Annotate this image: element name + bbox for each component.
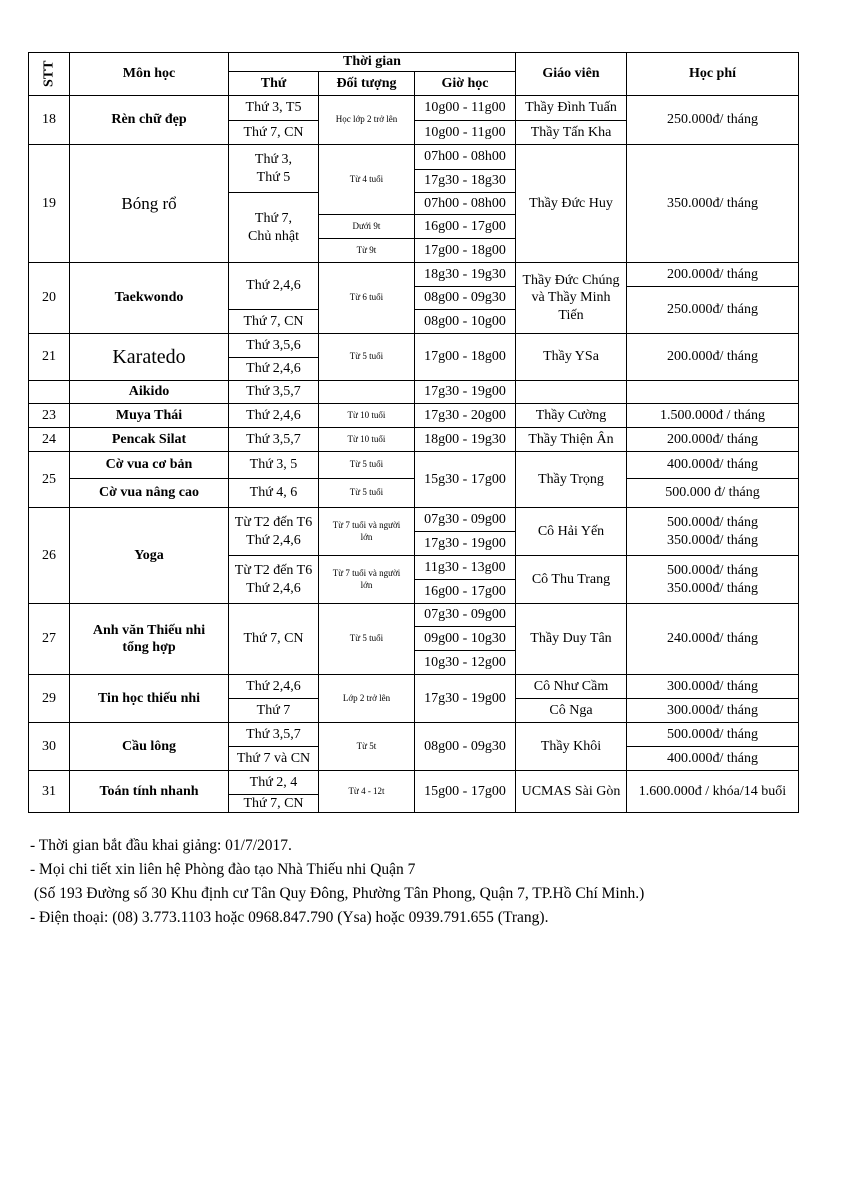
row-stt: 19 (28, 144, 70, 263)
teacher-cell: Thầy Khôi (515, 722, 627, 771)
header-thoi-gian: Thời gian (228, 52, 516, 72)
audience-cell: Từ 5 tuổi (318, 603, 415, 675)
time-cell: 16g00 - 17g00 (414, 214, 516, 239)
day-cell: Thứ 3,5,7 (228, 427, 319, 452)
time-cell: 17g00 - 18g00 (414, 333, 516, 381)
audience-cell: Từ 4 - 12t (318, 770, 415, 813)
course-name: Cầu lông (69, 722, 229, 771)
time-cell: 07g30 - 09g00 (414, 603, 516, 627)
day-cell: Thứ 3, 5 (228, 451, 319, 479)
fee-cell: 250.000đ/ tháng (626, 95, 799, 145)
row-stt (28, 380, 70, 404)
course-name: Cờ vua nâng cao (69, 478, 229, 508)
course-name: Muya Thái (69, 403, 229, 428)
row-stt: 20 (28, 262, 70, 334)
fee-cell: 400.000đ/ tháng (626, 746, 799, 771)
fee-cell: 500.000đ/ tháng (626, 722, 799, 747)
time-cell: 09g00 - 10g30 (414, 626, 516, 651)
day-cell: Thứ 7, Chủ nhật (228, 192, 319, 263)
day-cell: Thứ 3,5,7 (228, 722, 319, 747)
day-cell: Thứ 7, CN (228, 794, 319, 813)
day-cell: Thứ 2,4,6 (228, 262, 319, 310)
day-cell: Thứ 2,4,6 (228, 357, 319, 381)
teacher-cell: Cô Thu Trang (515, 555, 627, 604)
time-cell: 10g30 - 12g00 (414, 650, 516, 675)
row-stt: 29 (28, 674, 70, 723)
teacher-cell: Thầy YSa (515, 333, 627, 381)
audience-cell: Từ 5t (318, 722, 415, 771)
fee-cell: 200.000đ/ tháng (626, 427, 799, 452)
time-cell: 07g30 - 09g00 (414, 507, 516, 532)
day-cell: Thứ 2, 4 (228, 770, 319, 795)
fee-cell: 400.000đ/ tháng (626, 451, 799, 479)
day-cell: Thứ 2,4,6 (228, 403, 319, 428)
fee-cell: 350.000đ/ tháng (626, 144, 799, 263)
time-cell: 15g30 - 17g00 (414, 451, 516, 508)
day-cell: Thứ 4, 6 (228, 478, 319, 508)
day-cell: Thứ 3, T5 (228, 95, 319, 121)
fee-cell: 300.000đ/ tháng (626, 698, 799, 723)
course-name: Tin học thiếu nhi (69, 674, 229, 723)
fee-cell: 500.000đ/ tháng 350.000đ/ tháng (626, 507, 799, 556)
note-phone: - Điện thoại: (08) 3.773.1103 hoặc 0968.847.790 (Ysa) hoặc 0939.791.655 (Trang). (30, 909, 549, 926)
notes (30, 834, 810, 930)
note-start-date: - Thời gian bắt đầu khai giảng: 01/7/2017. (30, 837, 292, 854)
course-name: Cờ vua cơ bản (69, 451, 229, 479)
audience-cell: Dưới 9t (318, 214, 415, 239)
audience-cell: Từ 5 tuổi (318, 478, 415, 508)
day-cell: Từ T2 đến T6 Thứ 2,4,6 (228, 507, 319, 556)
day-cell: Thứ 3, Thứ 5 (228, 144, 319, 193)
row-stt: 24 (28, 427, 70, 452)
day-cell: Thứ 7, CN (228, 603, 319, 675)
day-cell: Thứ 7 và CN (228, 746, 319, 771)
header-mon-hoc: Môn học (69, 52, 229, 96)
teacher-cell: Cô Hải Yến (515, 507, 627, 556)
day-cell: Thứ 3,5,7 (228, 380, 319, 404)
note-contact: - Mọi chi tiết xin liên hệ Phòng đào tạo Nhà Thiếu nhi Quận 7 (30, 861, 416, 878)
audience-cell: Lớp 2 trở lên (318, 674, 415, 723)
time-cell: 15g00 - 17g00 (414, 770, 516, 813)
row-stt: 18 (28, 95, 70, 145)
audience-cell: Từ 9t (318, 238, 415, 263)
schedule-table (28, 52, 798, 812)
teacher-cell: Thầy Đức Huy (515, 144, 627, 263)
row-stt: 25 (28, 451, 70, 508)
row-stt: 31 (28, 770, 70, 813)
header-giao-vien: Giáo viên (515, 52, 627, 96)
time-cell: 10g00 - 11g00 (414, 95, 516, 121)
day-cell: Thứ 2,4,6 (228, 674, 319, 699)
course-name: Anh văn Thiếu nhi tổng hợp (69, 603, 229, 675)
fee-cell: 1.600.000đ / khóa/14 buổi (626, 770, 799, 813)
teacher-cell: Thầy Trọng (515, 451, 627, 508)
teacher-cell: Cô Như Cầm (515, 674, 627, 699)
header-doi-tuong: Đối tượng (318, 71, 415, 96)
course-name: Aikido (69, 380, 229, 404)
audience-cell: Từ 10 tuổi (318, 427, 415, 452)
day-cell: Thứ 7, CN (228, 309, 319, 334)
teacher-cell: Thầy Thiện Ân (515, 427, 627, 452)
row-stt: 21 (28, 333, 70, 381)
header-thu: Thứ (228, 71, 319, 96)
day-cell: Thứ 7 (228, 698, 319, 723)
fee-cell (626, 380, 799, 404)
time-cell: 18g00 - 19g30 (414, 427, 516, 452)
course-name: Pencak Silat (69, 427, 229, 452)
time-cell: 08g00 - 09g30 (414, 722, 516, 771)
teacher-cell: Thầy Đình Tuấn (515, 95, 627, 121)
header-stt-label: STT (41, 60, 57, 88)
fee-cell: 200.000đ/ tháng (626, 262, 799, 287)
teacher-cell: Thầy Đức Chúng và Thầy Minh Tiến (515, 262, 627, 334)
course-name: Rèn chữ đẹp (69, 95, 229, 145)
time-cell: 11g30 - 13g00 (414, 555, 516, 580)
row-stt: 23 (28, 403, 70, 428)
time-cell: 07h00 - 08h00 (414, 144, 516, 170)
audience-cell: Từ 7 tuổi và người lớn (318, 507, 415, 556)
teacher-cell (515, 380, 627, 404)
note-address: (Số 193 Đường số 30 Khu định cư Tân Quy Đông, Phường Tân Phong, Quận 7, TP.Hồ Chí Minh.) (30, 885, 645, 902)
teacher-cell: Thầy Cường (515, 403, 627, 428)
header-stt (28, 52, 70, 96)
course-name: Taekwondo (69, 262, 229, 334)
time-cell: 17g30 - 19g00 (414, 380, 516, 404)
day-cell: Thứ 7, CN (228, 120, 319, 145)
audience-cell: Từ 6 tuổi (318, 262, 415, 334)
teacher-cell: Thầy Duy Tân (515, 603, 627, 675)
day-cell: Từ T2 đến T6 Thứ 2,4,6 (228, 555, 319, 604)
teacher-cell: UCMAS Sài Gòn (515, 770, 627, 813)
time-cell: 17g30 - 20g00 (414, 403, 516, 428)
course-name: Yoga (69, 507, 229, 604)
fee-cell: 300.000đ/ tháng (626, 674, 799, 699)
audience-cell (318, 380, 415, 404)
row-stt: 26 (28, 507, 70, 604)
time-cell: 17g30 - 19g00 (414, 674, 516, 723)
time-cell: 17g30 - 19g00 (414, 531, 516, 556)
audience-cell: Từ 7 tuổi và người lớn (318, 555, 415, 604)
row-stt: 30 (28, 722, 70, 771)
fee-cell: 1.500.000đ / tháng (626, 403, 799, 428)
day-cell: Thứ 3,5,6 (228, 333, 319, 358)
time-cell: 18g30 - 19g30 (414, 262, 516, 287)
time-cell: 17g30 - 18g30 (414, 169, 516, 193)
header-gio-hoc: Giờ học (414, 71, 516, 96)
teacher-cell: Thầy Tấn Kha (515, 120, 627, 145)
teacher-cell: Cô Nga (515, 698, 627, 723)
time-cell: 07h00 - 08h00 (414, 192, 516, 215)
course-name: Bóng rổ (69, 144, 229, 263)
time-cell: 17g00 - 18g00 (414, 238, 516, 263)
audience-cell: Từ 5 tuổi (318, 451, 415, 479)
audience-cell: Học lớp 2 trở lên (318, 95, 415, 145)
fee-cell: 200.000đ/ tháng (626, 333, 799, 381)
fee-cell: 500.000 đ/ tháng (626, 478, 799, 508)
course-name: Karatedo (69, 333, 229, 381)
time-cell: 16g00 - 17g00 (414, 579, 516, 604)
time-cell: 10g00 - 11g00 (414, 120, 516, 145)
fee-cell: 240.000đ/ tháng (626, 603, 799, 675)
header-hoc-phi: Học phí (626, 52, 799, 96)
audience-cell: Từ 5 tuổi (318, 333, 415, 381)
audience-cell: Từ 10 tuổi (318, 403, 415, 428)
audience-cell: Từ 4 tuổi (318, 144, 415, 215)
time-cell: 08g00 - 10g00 (414, 309, 516, 334)
course-name: Toán tính nhanh (69, 770, 229, 813)
row-stt: 27 (28, 603, 70, 675)
fee-cell: 500.000đ/ tháng 350.000đ/ tháng (626, 555, 799, 604)
time-cell: 08g00 - 09g30 (414, 286, 516, 310)
fee-cell: 250.000đ/ tháng (626, 286, 799, 334)
